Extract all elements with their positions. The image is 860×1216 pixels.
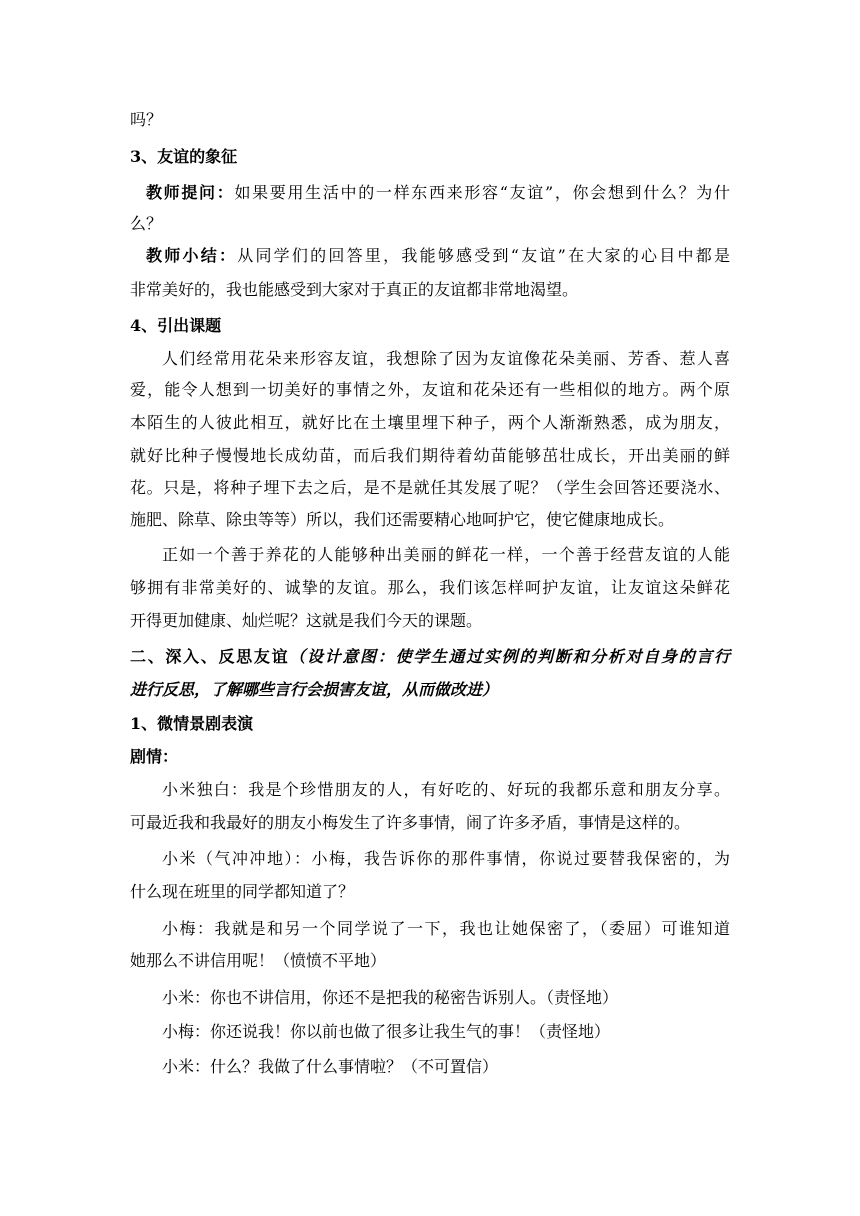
teacher-question-label: 教师提问：	[146, 183, 235, 202]
teacher-summary-label: 教师小结：	[146, 246, 238, 265]
dialogue-line: 可最近我和我最好的朋友小梅发生了许多事情，闹了许多矛盾，事情是这样的。	[130, 813, 691, 832]
paragraph-line: 正如一个善于养花的人能够种出美丽的鲜花一样，一个善于经营友谊的人能	[162, 545, 730, 564]
paragraph-line: 本陌生的人彼此相互，就好比在土壤里埋下种子，两个人渐渐熟悉，成为朋友，	[130, 413, 730, 432]
dialogue-line: 小梅：你还说我！你以前也做了很多让我生气的事！（责怪地）	[162, 1022, 611, 1041]
design-intent: （设计意图：使学生通过实例的判断和分析对自身的言行	[289, 647, 730, 666]
dialogue-line: 小梅：我就是和另一个同学说了一下，我也让她保密了，（委屈）可谁知道	[162, 919, 730, 938]
dialogue-line: 小米（气冲冲地）：小梅，我告诉你的那件事情，你说过要替我保密的，为	[162, 849, 730, 868]
dialogue-line: 她那么不讲信用呢！（愤愤不平地）	[130, 951, 387, 970]
script-label: 剧情：	[130, 747, 179, 766]
paragraph-line: 花。只是，将种子埋下去之后，是不是就任其发展了呢？（学生会回答还要浇水、	[130, 478, 730, 497]
text-line: 吗？	[130, 110, 163, 129]
paragraph-line: 教师提问：如果要用生活中的一样东西来形容“友谊”，你会想到什么？为什	[146, 183, 730, 202]
paragraph-line: 非常美好的，我也能感受到大家对于真正的友谊都非常地渴望。	[130, 280, 579, 299]
dialogue-line: 小米：什么？我做了什么事情啦？（不可置信）	[162, 1057, 499, 1076]
section-title: 二、深入、反思友谊	[130, 647, 290, 666]
dialogue-line: 小米：你也不讲信用，你还不是把我的秘密告诉别人。（责怪地）	[162, 988, 619, 1007]
paragraph-line: 爱，能令人想到一切美好的事情之外，友谊和花朵还有一些相似的地方。两个原	[130, 380, 730, 399]
paragraph-line: 教师小结：从同学们的回答里，我能够感受到“友谊”在大家的心目中都是	[146, 246, 730, 265]
paragraph-line: 开得更加健康、灿烂呢？这就是我们今天的课题。	[130, 611, 483, 630]
design-intent-line: 进行反思，了解哪些言行会损害友谊，从而做改进）	[130, 680, 499, 699]
paragraph-line: 够拥有非常美好的、诚挚的友谊。那么，我们该怎样呵护友谊，让友谊这朵鲜花	[130, 578, 730, 597]
section-heading: 1、微情景剧表演	[130, 714, 254, 733]
dialogue-line: 什么现在班里的同学都知道了？	[130, 882, 355, 901]
paragraph-line: 人们经常用花朵来形容友谊，我想除了因为友谊像花朵美丽、芳香、惹人喜	[162, 349, 730, 368]
section-heading: 4、引出课题	[130, 316, 222, 335]
paragraph-line: 么？	[130, 214, 163, 233]
dialogue-line: 小米独白：我是个珍惜朋友的人，有好吃的、好玩的我都乐意和朋友分享。	[162, 780, 730, 799]
paragraph-line: 就好比种子慢慢地长成幼苗，而后我们期待着幼苗能够茁壮成长，开出美丽的鲜	[130, 446, 730, 465]
section-heading	[130, 646, 730, 668]
section-heading: 3、友谊的象征	[130, 147, 238, 166]
paragraph-line: 施肥、除草、除虫等等）所以，我们还需要精心地呵护它，使它健康地成长。	[130, 510, 675, 529]
